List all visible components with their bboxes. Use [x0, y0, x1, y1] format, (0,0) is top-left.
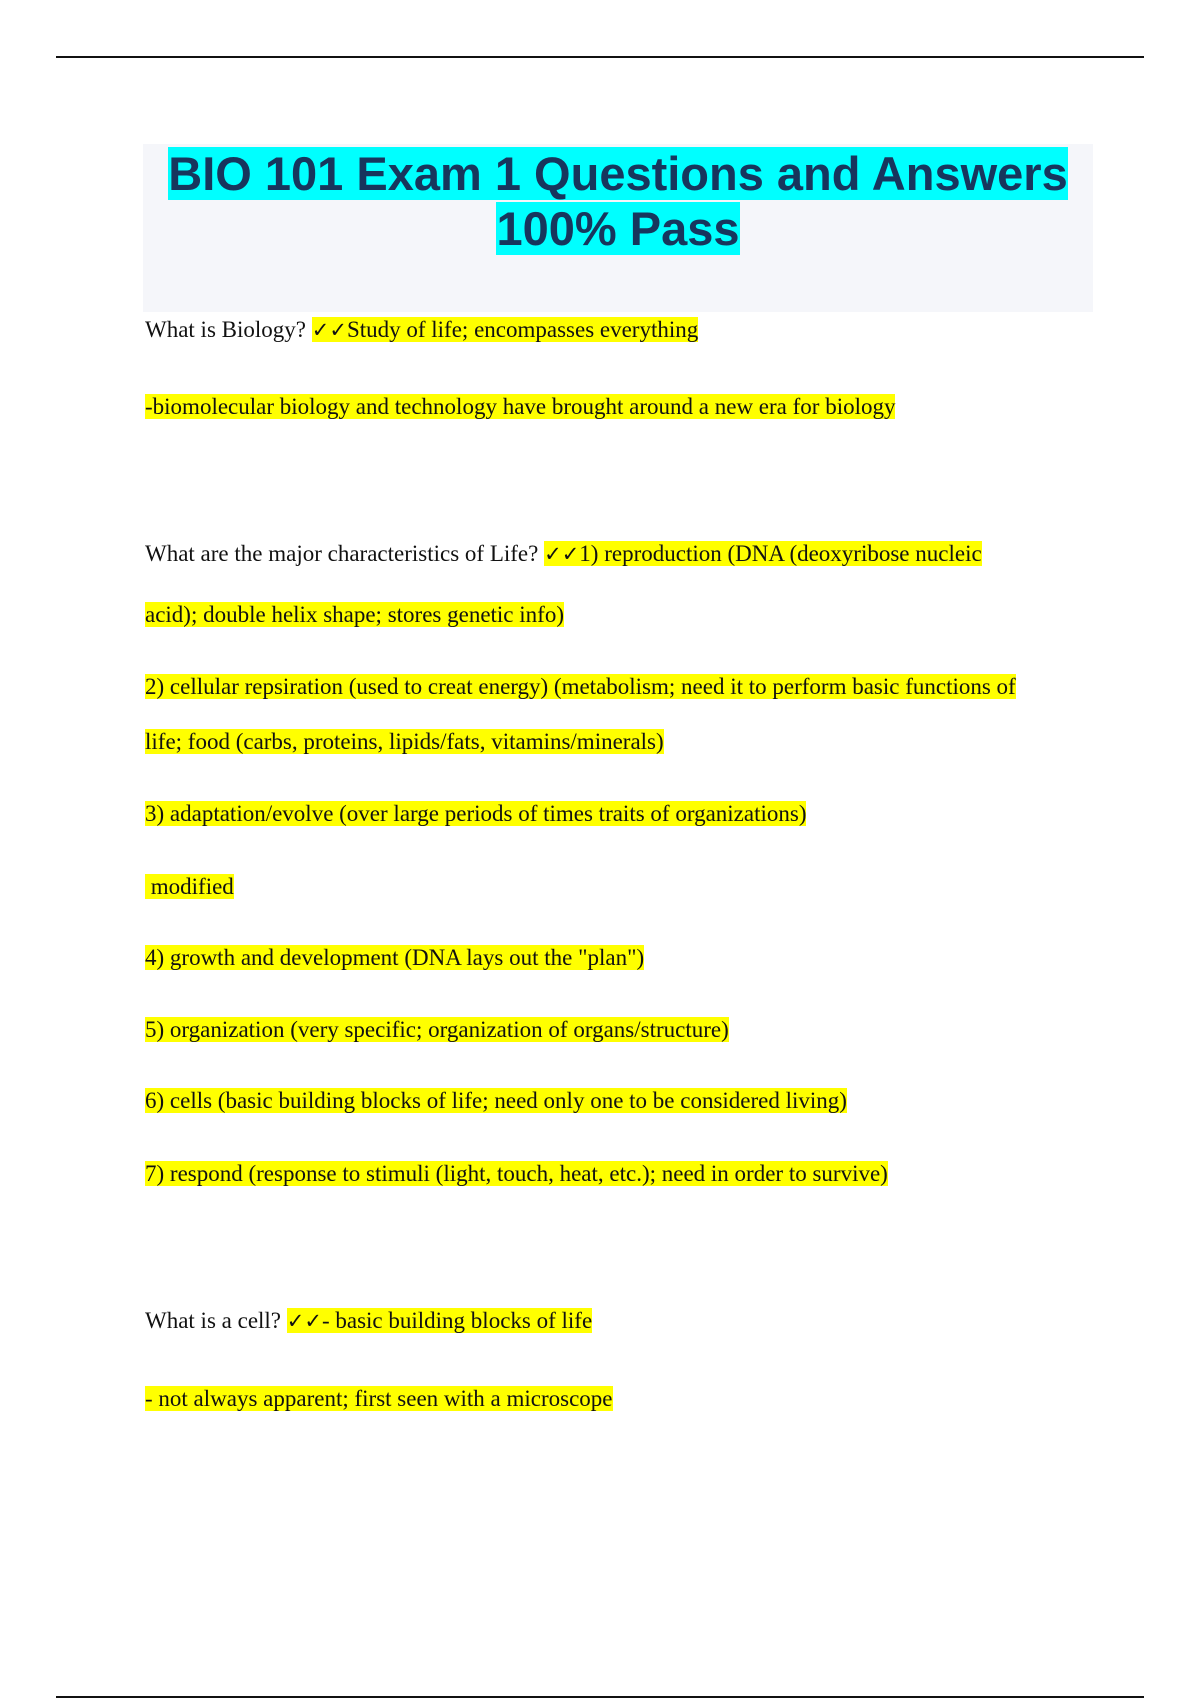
double-check-icon: ✓✓ — [544, 542, 580, 566]
answer-text: acid); double helix shape; stores genetic info) — [145, 602, 564, 627]
answer-highlight — [312, 317, 699, 342]
title-line-2: 100% Pass — [496, 202, 740, 255]
top-rule — [56, 56, 1144, 58]
answer-line — [145, 944, 644, 971]
answer-line — [145, 1160, 888, 1187]
answer-text: modified — [145, 874, 234, 899]
answer-text: 5) organization (very specific; organization of organs/structure) — [145, 1017, 729, 1042]
question-text: What are the major characteristics of Life? — [145, 541, 539, 566]
answer-text: life; food (carbs, proteins, lipids/fats, vitamins/minerals) — [145, 729, 664, 754]
answer-line — [145, 873, 234, 900]
answer-line — [145, 1087, 847, 1114]
title-block — [143, 144, 1093, 312]
answer-line — [145, 673, 1016, 700]
answer-text: - not always apparent; first seen with a microscope — [145, 1386, 613, 1411]
answer-line — [145, 393, 895, 420]
answer-highlight — [544, 541, 982, 566]
question-text: What is Biology? — [145, 317, 306, 342]
answer-line — [145, 1385, 613, 1412]
document-title — [143, 144, 1093, 256]
answer-line — [145, 800, 806, 827]
answer-text: 6) cells (basic building blocks of life; need only one to be considered living) — [145, 1088, 847, 1113]
answer-text: -biomolecular biology and technology have brought around a new era for biology — [145, 394, 896, 419]
answer-text: 2) cellular repsiration (used to creat energy) (metabolism; need it to perform basic functions of — [145, 674, 1016, 699]
double-check-icon: ✓✓ — [286, 1309, 322, 1333]
question-2 — [145, 540, 982, 568]
answer-text: 3) adaptation/evolve (over large periods of times traits of organizations) — [145, 801, 807, 826]
question-3 — [145, 1307, 592, 1335]
answer-line — [145, 728, 664, 755]
answer-text: 4) growth and development (DNA lays out the "plan") — [145, 945, 645, 970]
answer-line — [145, 1016, 729, 1043]
answer-line — [145, 601, 564, 628]
answer-text: 7) respond (response to stimuli (light, touch, heat, etc.); need in order to survive) — [145, 1161, 888, 1186]
answer-highlight — [287, 1308, 592, 1333]
question-text: What is a cell? — [145, 1308, 282, 1333]
double-check-icon: ✓✓ — [311, 318, 347, 342]
title-line-1: BIO 101 Exam 1 Questions and Answers — [168, 147, 1068, 200]
question-1 — [145, 316, 698, 344]
answer-text: 1) reproduction (DNA (deoxyribose nucleic — [579, 541, 982, 566]
bottom-rule — [56, 1696, 1144, 1698]
answer-text: - basic building blocks of life — [321, 1308, 593, 1333]
answer-text: Study of life; encompasses everything — [346, 317, 699, 342]
